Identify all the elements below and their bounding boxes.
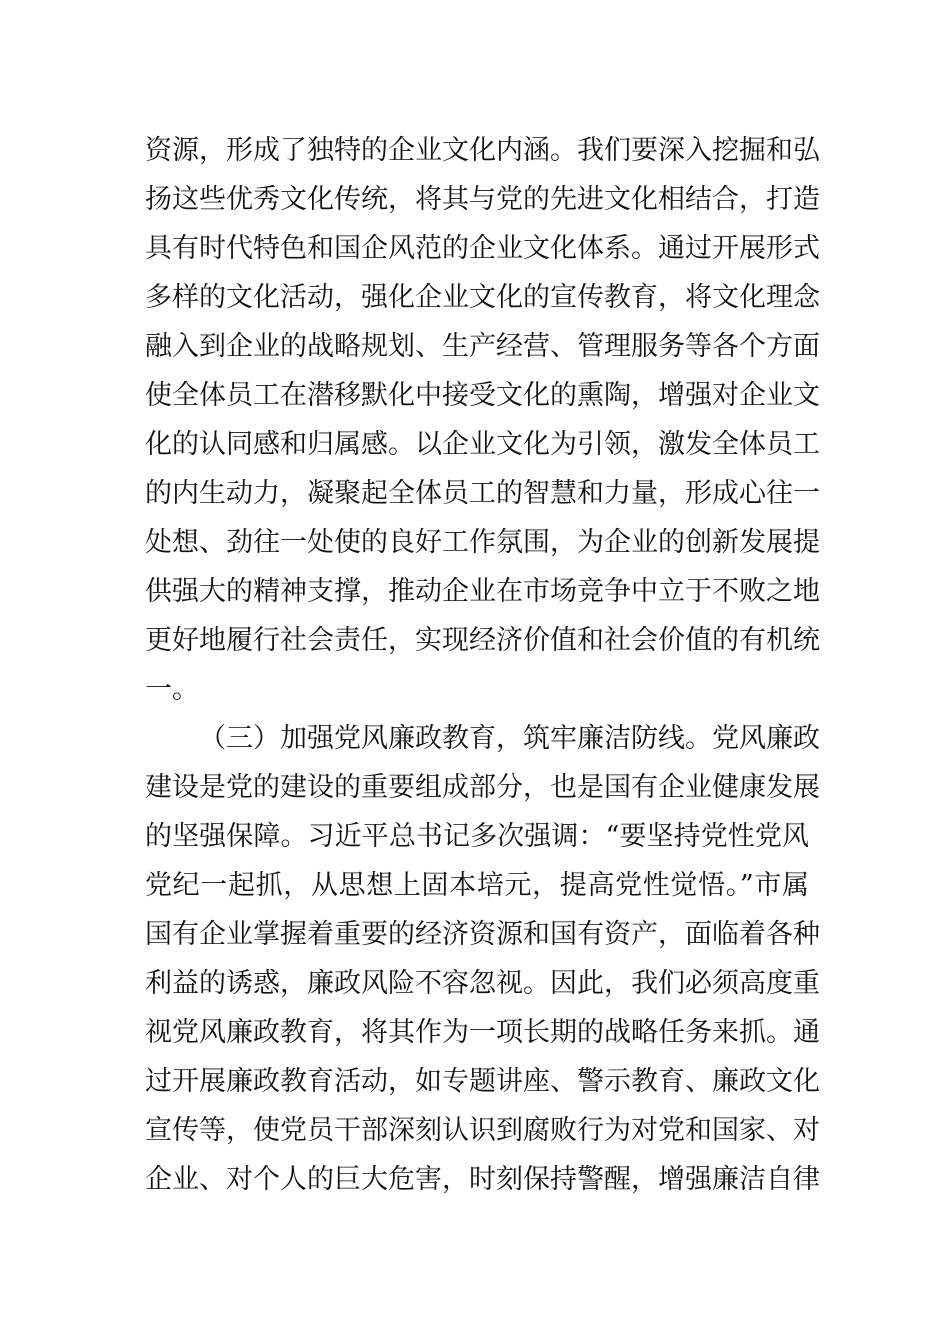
text-line: 一。 bbox=[145, 674, 199, 705]
text-line: 视党风廉政教育，将其作为一项长期的战略任务来抓。通 bbox=[145, 1017, 820, 1048]
text-line: （三）加强党风廉政教育，筑牢廉洁防线。党风廉政 bbox=[199, 723, 820, 754]
paragraph-2 bbox=[145, 714, 820, 1204]
text-line: 企业、对个人的巨大危害，时刻保持警醒，增强廉洁自律 bbox=[145, 1164, 820, 1195]
text-line: 处想、劲往一处使的良好工作氛围，为企业的创新发展提 bbox=[145, 527, 820, 558]
text-line: 过开展廉政教育活动，如专题讲座、警示教育、廉政文化 bbox=[145, 1066, 820, 1097]
text-line: 宣传等，使党员干部深刻认识到腐败行为对党和国家、对 bbox=[145, 1115, 820, 1146]
text-line: 多样的文化活动，强化企业文化的宣传教育，将文化理念 bbox=[145, 282, 820, 313]
text-line: 党纪一起抓，从思想上固本培元，提高党性觉悟。”市属 bbox=[145, 870, 809, 901]
paragraph-1 bbox=[145, 126, 820, 714]
text-line: 利益的诱惑，廉政风险不容忽视。因此，我们必须高度重 bbox=[145, 968, 820, 999]
text-line: 融入到企业的战略规划、生产经营、管理服务等各个方面 bbox=[145, 331, 820, 362]
text-line: 供强大的精神支撑，推动企业在市场竞争中立于不败之地 bbox=[145, 576, 820, 607]
text-line: 使全体员工在潜移默化中接受文化的熏陶，增强对企业文 bbox=[145, 380, 820, 411]
text-line: 扬这些优秀文化传统，将其与党的先进文化相结合，打造 bbox=[145, 184, 820, 215]
text-line: 资源，形成了独特的企业文化内涵。我们要深入挖掘和弘 bbox=[145, 135, 820, 166]
text-line: 化的认同感和归属感。以企业文化为引领，激发全体员工 bbox=[145, 429, 820, 460]
text-line: 建设是党的建设的重要组成部分，也是国有企业健康发展 bbox=[145, 772, 820, 803]
body-text bbox=[145, 126, 820, 1204]
text-line: 国有企业掌握着重要的经济资源和国有资产，面临着各种 bbox=[145, 919, 820, 950]
text-line: 具有时代特色和国企风范的企业文化体系。通过开展形式 bbox=[145, 233, 820, 264]
text-line: 的内生动力，凝聚起全体员工的智慧和力量，形成心往一 bbox=[145, 478, 820, 509]
text-line: 的坚强保障。习近平总书记多次强调：“要坚持党性党风 bbox=[145, 821, 809, 852]
text-line: 更好地履行社会责任，实现经济价值和社会价值的有机统 bbox=[145, 625, 820, 656]
